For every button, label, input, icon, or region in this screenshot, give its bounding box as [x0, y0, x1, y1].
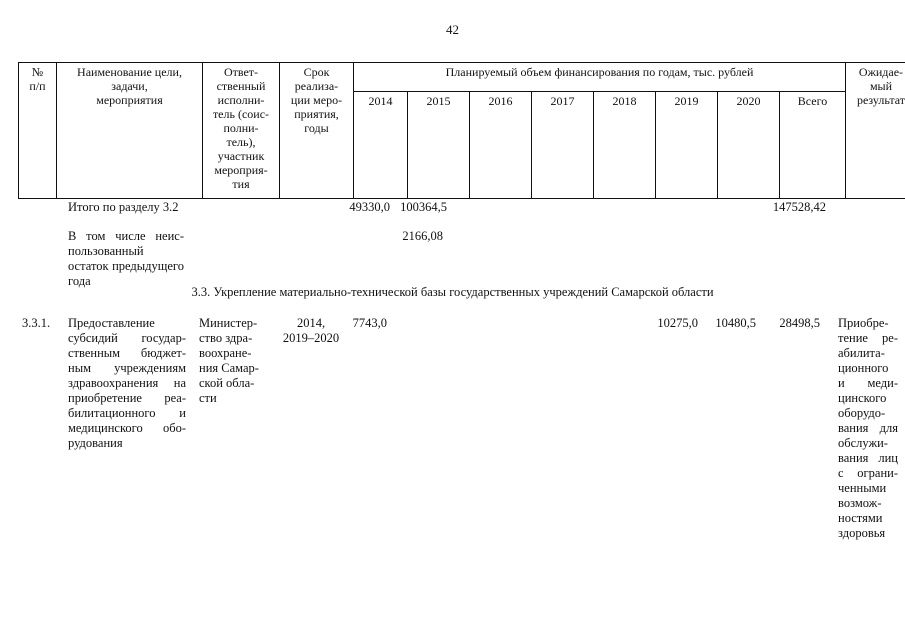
row-number: 3.3.1.	[22, 316, 51, 330]
section-total-2014: 49330,0	[349, 200, 390, 214]
col-header-year-2016: 2016	[470, 92, 532, 199]
col-header-total: Всего	[780, 92, 846, 199]
col-header-number: № п/п	[19, 63, 57, 199]
col-header-name: Наименование цели, задачи, мероприятия	[57, 63, 203, 199]
col-header-year-2014: 2014	[354, 92, 408, 199]
row-value-2014: 7743,0	[352, 316, 387, 330]
row-name: Предоставление субсидий государ-ственным бюджет-ным учреждениям здравоохранения на приобретение реа-билитационного и медицинского обо-рудования	[68, 316, 186, 450]
financing-table-header	[18, 62, 905, 199]
col-header-year-2019: 2019	[656, 92, 718, 199]
col-header-term: Срок реализа- ции меро- приятия, годы	[280, 63, 354, 199]
row-result: Приобре-тение ре-абилита-ционного и меди-цинского оборудо-вания для обслужи-вания лиц с ограни-ченными возмож-ностями здоровья	[838, 316, 898, 540]
col-header-financing: Планируемый объем финансирования по годам, тыс. рублей	[354, 63, 846, 92]
row-term: 2014, 2019–2020	[282, 316, 340, 345]
row-responsible: Министер- ство здра- воохране- ния Самар- ской обла- сти	[199, 316, 259, 405]
row-value-2020: 10480,5	[715, 316, 756, 330]
col-header-year-2015: 2015	[408, 92, 470, 199]
section-total-2015: 100364,5	[400, 200, 447, 214]
col-header-responsible: Ответ- ственный исполни- тель (соис- полни- тель), участник мероприя- тия	[203, 63, 280, 199]
section-total-all: 147528,42	[772, 200, 826, 214]
col-header-year-2020: 2020	[718, 92, 780, 199]
col-header-result: Ожидае- мый результат	[846, 63, 905, 199]
row-value-total: 28498,5	[779, 316, 820, 330]
row-value-2019: 10275,0	[657, 316, 698, 330]
remainder-2015: 2166,08	[402, 229, 443, 243]
section-total-label: Итого по разделу 3.2	[68, 200, 179, 214]
section-heading: 3.3. Укрепление материально-технической базы государственных учреждений Самарской области	[191, 285, 714, 299]
col-header-year-2017: 2017	[532, 92, 594, 199]
remainder-label: В том числе неис-пользованный остаток предыдущего года	[68, 229, 184, 288]
page-number: 42	[446, 22, 459, 37]
col-header-year-2018: 2018	[594, 92, 656, 199]
